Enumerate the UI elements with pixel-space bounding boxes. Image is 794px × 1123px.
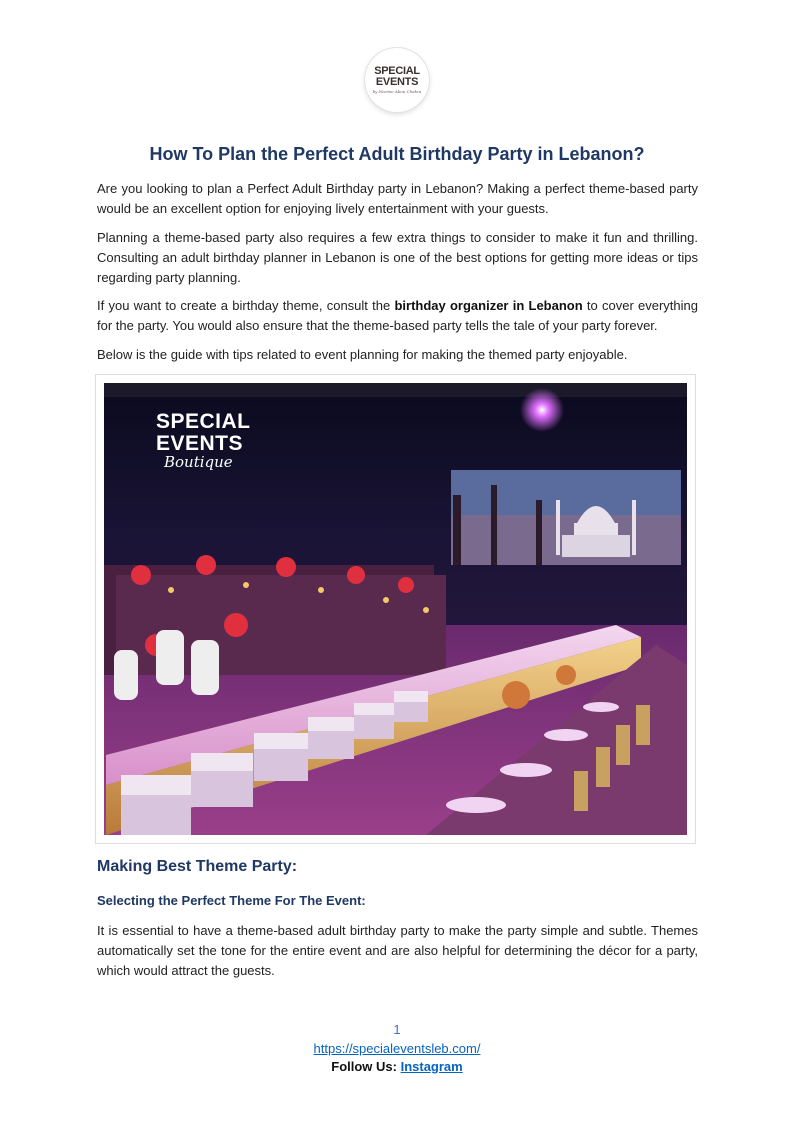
page-title: How To Plan the Perfect Adult Birthday Party in Lebanon?	[149, 144, 645, 164]
photo-logo-line-2: EVENTS	[156, 432, 244, 455]
page-number: 1	[393, 1022, 401, 1037]
photo-logo-line-1: SPECIAL	[156, 410, 251, 433]
event-photo	[96, 375, 695, 843]
follow-us-line	[0, 1059, 794, 1074]
section-heading: Making Best Theme Party:	[97, 858, 298, 875]
photo-logo-line-3: Boutique	[164, 453, 233, 471]
subsection-heading: Selecting the Perfect Theme For The Event:	[97, 893, 366, 908]
instagram-link[interactable]: Instagram	[400, 1059, 463, 1074]
planning-paragraph: Planning a theme-based party also requires a few extra things to consider to make it fun and thrilling. Consulting an adult birthday planner in Lebanon is one of the best options for getting more ideas or tips regarding party planning.	[97, 230, 698, 285]
intro-paragraph: Are you looking to plan a Perfect Adult Birthday party in Lebanon? Making a perfect theme-based party would be an excellent option for enjoying lively entertainment with your guests.	[97, 181, 698, 216]
logo-tagline: by Nisrine Abou Chakra	[372, 89, 422, 94]
theme-paragraph: It is essential to have a theme-based adult birthday party to make the party simple and subtle. Themes automatically set the tone for the entire event and are also helpful for determining the décor for a party, which would attract the guests.	[97, 923, 698, 978]
organizer-text-before: If you want to create a birthday theme, consult the	[97, 298, 395, 313]
website-link[interactable]: https://specialeventsleb.com/	[313, 1041, 481, 1056]
brand-logo	[365, 48, 429, 112]
logo-line-1: SPECIAL	[374, 65, 420, 77]
follow-us-label: Follow Us:	[331, 1059, 401, 1074]
photo-watermark-logo	[156, 411, 251, 471]
logo-line-2: EVENTS	[375, 76, 419, 88]
organizer-bold-text: birthday organizer in Lebanon	[394, 298, 583, 313]
organizer-text-after: to cover everything for the party. You would also ensure that the theme-based party tells the tale of your party forever.	[97, 298, 698, 333]
organizer-paragraph	[97, 296, 698, 336]
guide-paragraph: Below is the guide with tips related to event planning for making the themed party enjoyable.	[97, 347, 628, 362]
